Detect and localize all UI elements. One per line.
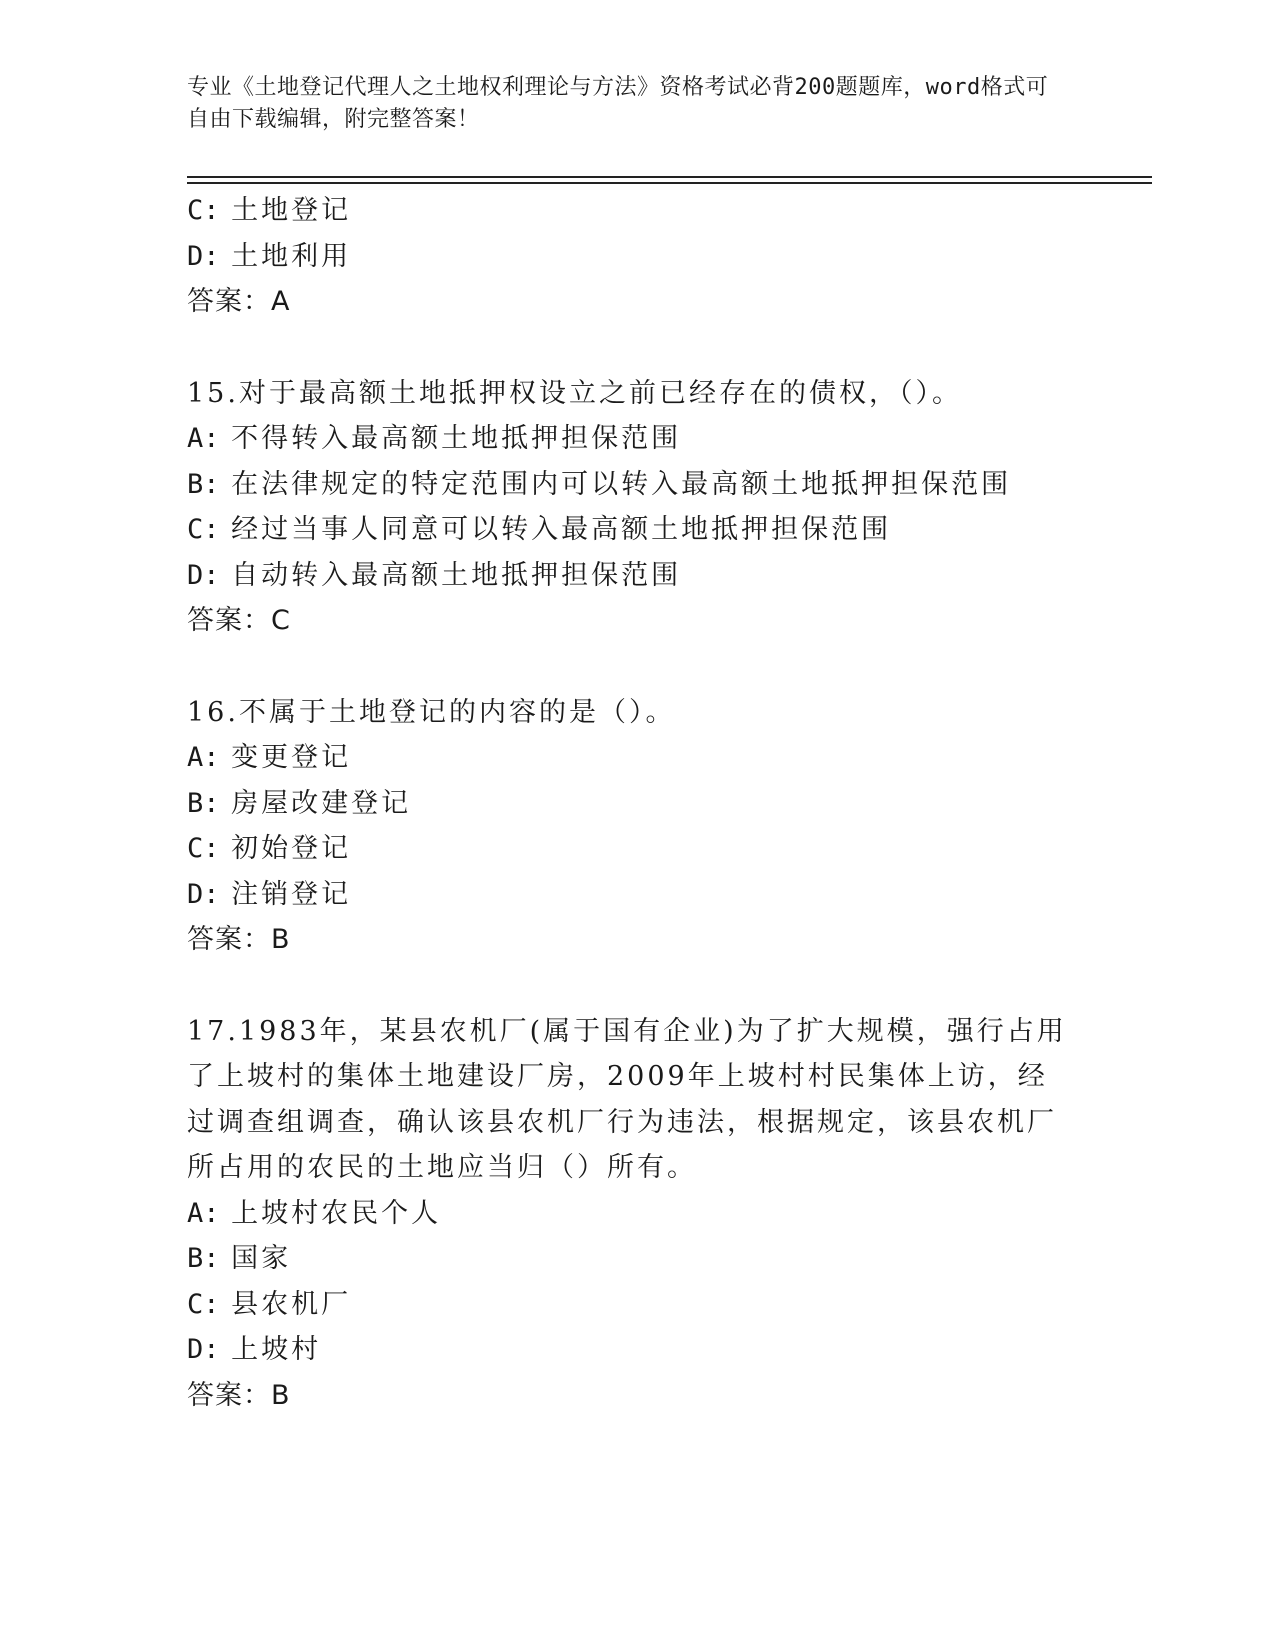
option-letter: C: <box>187 1288 220 1320</box>
option-line <box>187 872 1087 918</box>
option-letter: B: <box>187 787 220 819</box>
option-text: 上坡村农民个人 <box>231 1197 442 1229</box>
option-line <box>187 826 1087 872</box>
answer-line: 答案：A <box>187 286 291 317</box>
answer-line: 答案：C <box>187 605 291 636</box>
option-text: 在法律规定的特定范围内可以转入最高额土地抵押担保范围 <box>231 468 1012 500</box>
option-text: 初始登记 <box>231 833 352 864</box>
option-letter: A: <box>187 1197 220 1229</box>
question-stem: 16.不属于土地登记的内容的是（）。 <box>187 696 676 728</box>
option-text: 上坡村 <box>231 1334 322 1365</box>
option-text: 房屋改建登记 <box>231 787 412 819</box>
option-text: 变更登记 <box>231 742 352 773</box>
option-line <box>187 416 1087 462</box>
option-line <box>187 1327 1087 1373</box>
option-line <box>187 735 1087 781</box>
option-letter: B: <box>187 468 220 500</box>
option-text: 土地登记 <box>231 195 352 226</box>
document-header: 专业《土地登记代理人之土地权利理论与方法》资格考试必背200题题库，word格式可自由下载编辑，附完整答案！ <box>187 75 1049 132</box>
option-letter: C: <box>187 514 220 545</box>
option-line <box>187 781 1087 827</box>
option-letter: C: <box>187 833 220 864</box>
answer-line: 答案：B <box>187 924 291 955</box>
answer-line: 答案：B <box>187 1379 291 1411</box>
option-letter: B: <box>187 1243 220 1274</box>
option-line <box>187 1236 1087 1282</box>
header-divider-bottom <box>187 182 1152 184</box>
question-stem: 15.对于最高额土地抵押权设立之前已经存在的债权，（）。 <box>187 377 962 409</box>
option-text: 注销登记 <box>231 878 352 910</box>
option-letter: C: <box>187 195 220 226</box>
option-text: 国家 <box>231 1243 292 1274</box>
option-line <box>187 1282 1087 1328</box>
option-line <box>187 1191 1087 1237</box>
question-stem: 17.1983年，某县农机厂(属于国有企业)为了扩大规模，强行占用了上坡村的集体土地建设厂房，2009年上坡村村民集体上访，经过调查组调查，确认该县农机厂行为违法，根据规定，该县农机厂所占用的农民的土地应当归（）所有。 <box>187 1015 1067 1183</box>
header-divider-top <box>187 176 1152 178</box>
option-letter: D: <box>187 1334 220 1365</box>
option-letter: A: <box>187 742 220 773</box>
spacer <box>187 644 1087 690</box>
option-line <box>187 507 1087 553</box>
option-text: 土地利用 <box>231 240 352 272</box>
option-letter: D: <box>187 559 220 591</box>
option-letter: D: <box>187 878 220 910</box>
question-content <box>187 188 1087 1418</box>
spacer <box>187 325 1087 371</box>
spacer <box>187 963 1087 1009</box>
option-text: 不得转入最高额土地抵押担保范围 <box>231 423 682 454</box>
option-line <box>187 553 1087 599</box>
option-text: 经过当事人同意可以转入最高额土地抵押担保范围 <box>231 514 892 545</box>
option-text: 县农机厂 <box>231 1288 352 1320</box>
option-text: 自动转入最高额土地抵押担保范围 <box>231 559 682 591</box>
option-letter: A: <box>187 423 220 454</box>
option-line <box>187 234 1087 280</box>
option-line <box>187 462 1087 508</box>
option-line <box>187 188 1087 234</box>
option-letter: D: <box>187 240 220 272</box>
